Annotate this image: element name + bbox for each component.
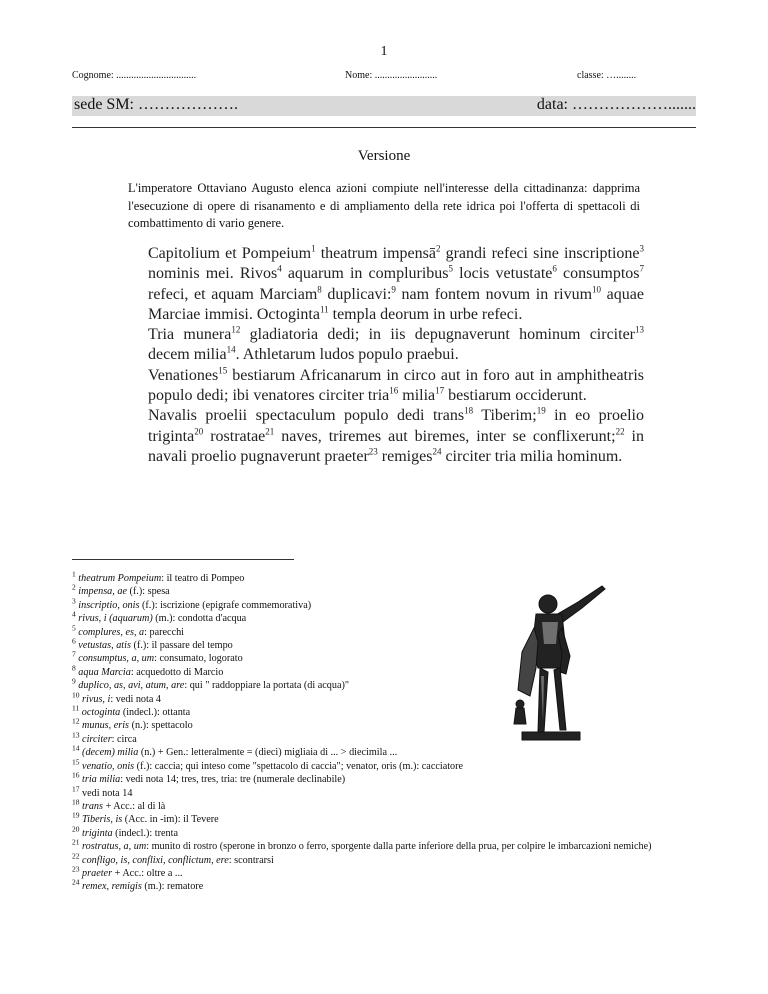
footnote-number: 1 [72,569,76,579]
footnote-ref: 12 [231,324,241,335]
footnote-ref: 1 [311,243,316,254]
latin-text-run: duplicavi: [321,285,392,303]
footnote-item [72,770,702,786]
latin-text-run: Tria munera [148,326,232,344]
footnote-term: rostratus, a, um [82,841,147,853]
footnote-text: (n.): spettacolo [129,720,193,732]
page-title: Versione [357,148,411,164]
footnote-number: 3 [72,596,76,606]
latin-text-run: Capitolium et Pompeium [148,245,312,262]
latin-text-run: naves, triremes aut biremes, inter se conflixerunt; [274,427,616,445]
footnote-term: rivus, i (aquarum) [78,613,153,625]
latin-text-run: decem milia [148,346,227,364]
footnote-text: (f.): il passare del tempo [130,640,233,652]
footnote-text: : munito di rostro (sperone in bronzo o ferro, sporgente dalla parte inferiore della prua, per colpire le imbarcazioni nemiche) [146,841,652,853]
footnote-text: (f.): spesa [126,586,170,598]
footnote-term: confligo, is, conflixi, conflictum, ere [82,854,229,866]
latin-text-run: remiges [377,447,433,465]
latin-text-run: milia [398,387,436,405]
latin-text-run: theatrum impensā [315,245,436,262]
header-rule [72,127,696,128]
latin-paragraph-3 [148,366,644,407]
footnote-text: : qui " raddoppiare la portata (di acqua)" [184,680,350,692]
footnote-item [72,877,702,893]
footnote-ref: 4 [277,263,282,274]
footnote-ref: 3 [639,243,645,254]
footnote-text: (indecl.): trenta [112,827,178,839]
latin-text-run: nominis mei. Rivos [148,265,278,283]
footnote-term: munus, eris [82,720,130,732]
nome-field: Nome: ......................... [345,70,438,81]
footnote-item [72,864,702,880]
footnote-ref: 5 [448,263,454,274]
footnote-item [72,757,702,773]
footnote-ref: 10 [592,284,602,295]
footnote-number: 17 [72,784,80,794]
footnote-number: 16 [72,770,80,780]
latin-text [148,244,644,467]
footnote-term: trans [82,800,103,812]
footnote-text: (Acc. in -im): il Tevere [122,814,219,826]
footnote-text: (indecl.): ottanta [120,707,191,719]
footnote-ref: 13 [635,324,644,335]
footnote-number: 18 [72,797,80,807]
footnote-ref: 14 [226,345,236,356]
footnote-item [72,851,702,867]
footnote-ref: 23 [368,446,378,457]
footnote-text: : circa [111,733,137,745]
footnote-number: 21 [72,837,80,847]
footnote-ref: 8 [317,284,322,295]
footnote-text: vedi nota 14 [82,787,133,799]
footnote-number: 20 [72,824,80,834]
footnote-number: 5 [72,623,76,633]
footnote-term: octoginta [81,707,121,719]
footnote-text: (f.): caccia; qui inteso come "spettacolo di caccia"; venator, oris (m.): cacciatore [134,760,464,772]
footnote-term: impensa, ae [78,586,127,598]
footnote-term: duplico, as, avi, atum, are [78,680,185,692]
latin-text-run: nam fontem novum in rivum [395,285,593,303]
footnote-number: 22 [72,851,80,861]
footnote-text: : scontrarsi [228,854,274,866]
footnote-number: 12 [72,717,80,727]
footnote-number: 9 [72,676,76,686]
footnote-term: tria milia [82,774,121,786]
footnote-text: : vedi nota 4 [110,693,162,705]
footnote-text: + Acc.: oltre a ... [112,867,183,879]
latin-paragraph-1 [148,244,644,325]
footnote-number: 23 [72,864,80,874]
footnote-ref: 9 [391,284,396,295]
footnote-number: 6 [72,636,76,646]
footnote-text: : vedi nota 14; tres, tres, tria: tre (numerale declinabile) [120,774,346,786]
sede-field: sede SM: ………………. [74,96,238,113]
footnote-term: rivus, i [82,693,111,705]
latin-paragraph-2 [148,325,644,366]
latin-text-run: consumptos [556,265,640,283]
footnote-text: : il teatro di Pompeo [161,573,245,584]
footnote-term: complures, es, a [78,626,145,638]
footnote-term: praeter [82,867,113,879]
latin-text-run: in eo proelio triginta [148,407,644,445]
footnote-term: circiter [82,733,112,745]
classe-field: classe: …........ [577,70,637,81]
footnote-ref: 2 [436,243,441,254]
footnote-text: (m.): rematore [141,881,204,893]
footnote-item [72,797,702,813]
latin-text-run: circiter tria milia hominum. [441,447,623,465]
latin-text-run: gladiatoria dedi; in iis depugnaverunt hominum circiter [240,326,635,344]
data-field: data: ………………....... [536,96,696,113]
footnote-text: : acquedotto di Marcio [130,666,224,678]
footnote-term: consumptus, a, um [78,653,155,665]
footnote-number: 15 [72,757,80,767]
footnote-term: theatrum Pompeium [78,573,162,584]
footnote-text: + Acc.: al di là [103,800,166,812]
latin-text-run: . Athletarum ludos populo praebui. [235,346,459,364]
latin-text-run: Navalis proelii spectaculum populo dedi trans [148,407,465,425]
footnote-term: aqua Marcia [78,666,131,678]
footnote-number: 7 [72,650,76,660]
footnote-number: 2 [72,583,76,593]
latin-text-run: in navali proelio pugnaverunt praeter [148,427,644,465]
footnote-number: 8 [72,663,76,673]
footnote-ref: 22 [615,426,625,437]
page-number: 1 [380,44,388,59]
footnote-ref: 24 [432,446,442,457]
footnote-term: venatio, onis [82,760,135,772]
footnote-ref: 15 [218,365,228,376]
latin-text-run: aquae Marciae immisi. Octoginta [148,285,644,323]
footnote-ref: 21 [265,426,275,437]
footnote-ref: 16 [389,385,399,396]
footnote-number: 4 [72,609,76,619]
latin-text-run: Venationes [148,366,219,384]
footnote-ref: 6 [552,263,557,274]
footnote-number: 19 [72,810,80,820]
footnote-term: remex, remigis [82,881,142,893]
footnote-ref: 11 [319,304,329,315]
footnote-term: Tiberis, is [82,814,123,826]
latin-text-run: templa deorum in urbe refeci. [328,305,523,323]
latin-text-run: rostratae [203,427,266,445]
footnote-item [72,743,702,759]
footnote-ref: 7 [639,263,644,274]
latin-text-run: refeci, et aquam Marciam [148,285,318,303]
footnote-text: (m.): condotta d'acqua [152,613,247,625]
footnote-ref: 20 [194,426,204,437]
footnote-term: inscriptio, onis [78,599,140,611]
latin-text-run: Tiberim; [473,407,537,425]
footnote-rule [72,559,294,560]
footnote-term: (decem) milia [82,747,139,759]
footnote-text: (f.): iscrizione (epigrafe commemorativa) [139,599,312,611]
latin-text-run: locis vetustate [453,265,553,283]
footnote-number: 14 [72,743,80,753]
footnote-item [72,837,702,853]
latin-text-run: bestiarum Africanarum in circo aut in foro aut in amphitheatris populo dedi; ibi venatores circiter tria [148,366,644,405]
footnote-ref: 19 [536,406,546,417]
footnote-ref: 17 [435,385,445,396]
latin-paragraph-4 [148,406,644,467]
latin-text-run: bestiarum occiderunt. [444,387,587,405]
footnote-number: 24 [72,877,80,887]
latin-text-run: grandi refeci sine inscriptione [440,245,640,262]
footnote-item [72,784,702,800]
footnote-item [72,824,702,840]
cognome-field: Cognome: ................................ [72,70,197,81]
footnote-text: : parecchi [144,626,185,638]
footnote-number: 10 [72,690,80,700]
footnote-item [72,810,702,826]
footnote-term: vetustas, atis [78,640,131,652]
footnote-number: 13 [72,730,80,740]
statue-image [478,572,644,748]
footnote-ref: 18 [464,406,474,417]
footnote-text: : consumato, logorato [154,653,243,665]
footnote-term: triginta [82,827,113,839]
latin-text-run: aquarum in compluribus [281,265,449,283]
intro-text: L'imperatore Ottaviano Augusto elenca azioni compiute nell'interesse della cittadinanza: dapprima l'esecuzione di opere di risanamento e di ampliamento della rete idrica poi l'offerta di spettacoli di combattimento di vario genere. [128,181,640,230]
footnote-number: 11 [72,703,80,713]
footnote-text: (n.) + Gen.: letteralmente = (dieci) migliaia di ... > diecimila ... [138,747,398,759]
